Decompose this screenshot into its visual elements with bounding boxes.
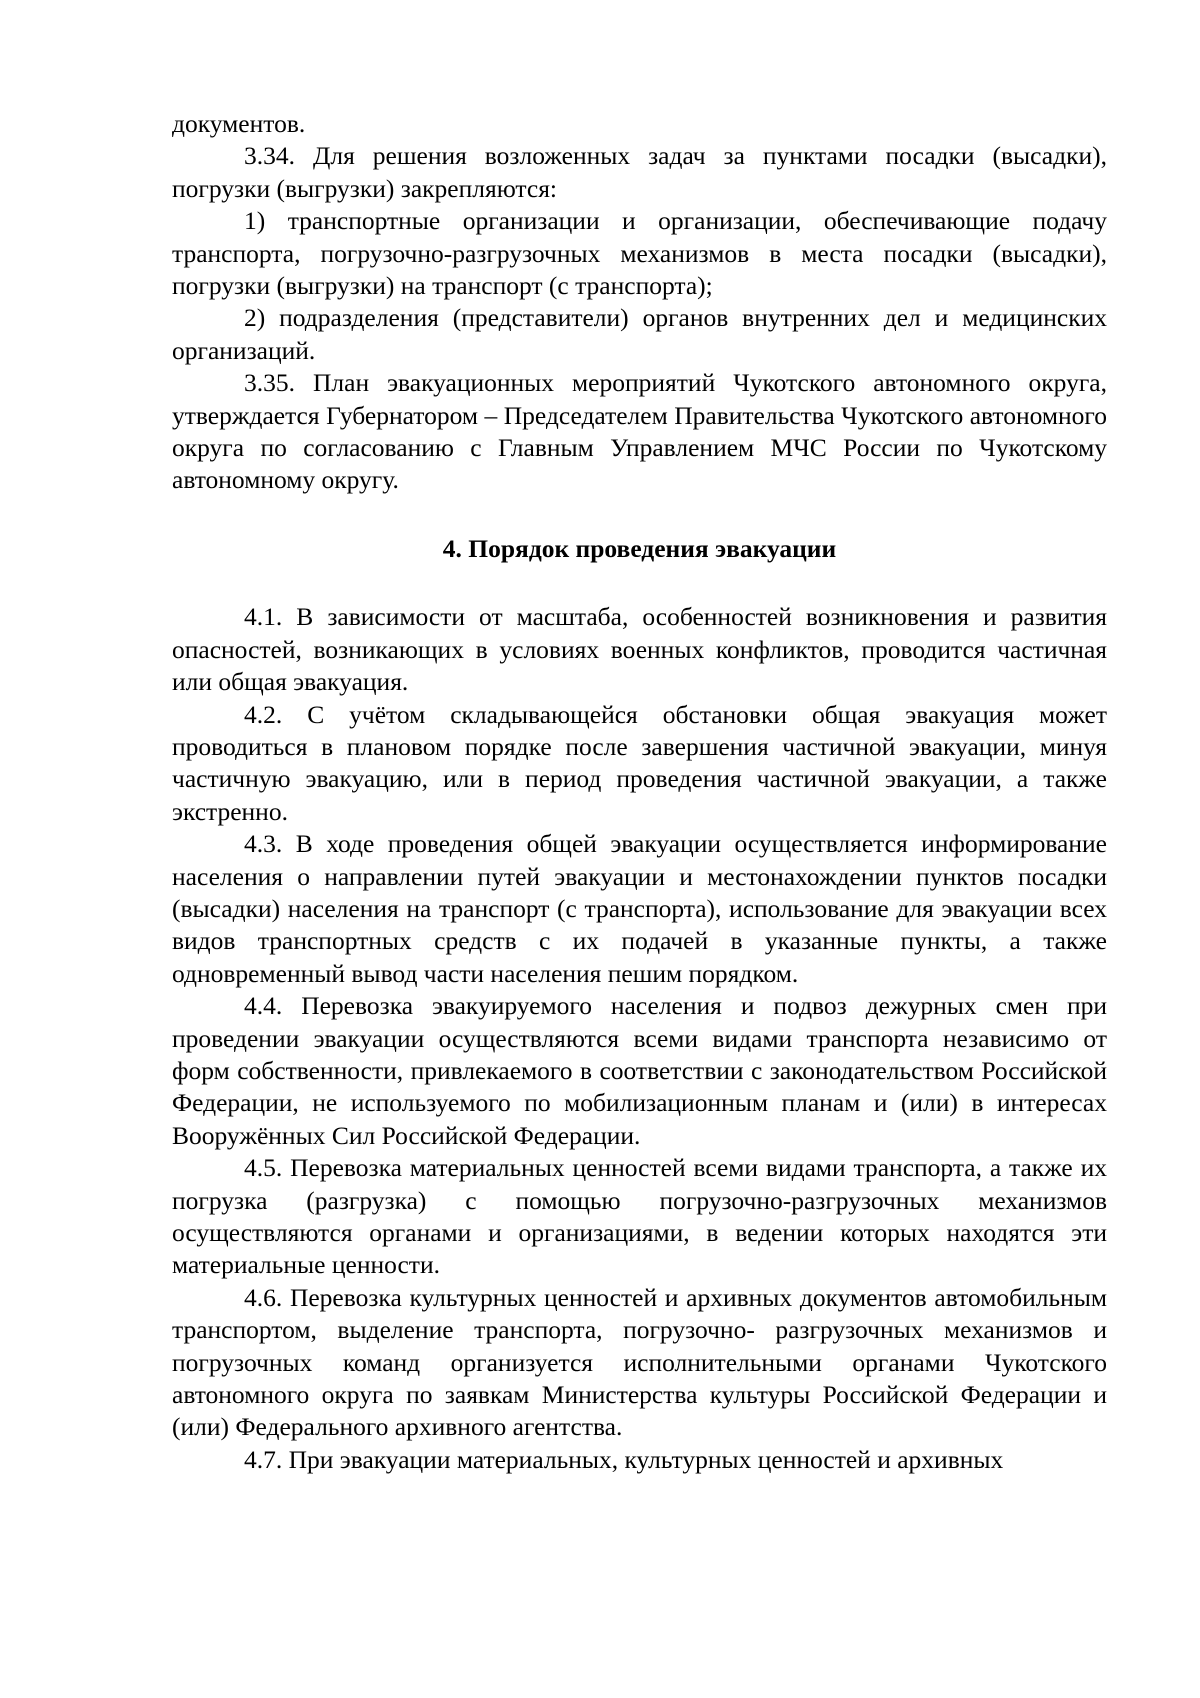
paragraph-4-5: 4.5. Перевозка материальных ценностей всеми видами транспорта, а также их погрузка (разгрузка) с помощью погрузочно-разгрузочных механизмов осуществляются органами и организациями, в ведении которых находятся эти материальные ценности. — [172, 1153, 1107, 1280]
paragraph-4-1: 4.1. В зависимости от масштаба, особенностей возникновения и развития опасностей, возникающих в условиях военных конфликтов, проводится частичная или общая эвакуация. — [172, 602, 1107, 697]
paragraph-4-3: 4.3. В ходе проведения общей эвакуации осуществляется информирование населения о направлении путей эвакуации и местонахождении пунктов посадки (высадки) населения на транспорт (с транспорта), использование для эвакуации всех видов транспортных средств с их подачей в указанные пункты, а также одновременный вывод части населения пешим порядком. — [172, 829, 1107, 988]
paragraph-4-7: 4.7. При эвакуации материальных, культурных ценностей и архивных — [244, 1444, 1004, 1474]
paragraph-3-35: 3.35. План эвакуационных мероприятий Чукотского автономного округа, утверждается Губернатором – Председателем Правительства Чукотского автономного округа по согласованию с Главным Управлением МЧС России по Чукотскому автономному округу. — [172, 368, 1107, 495]
paragraph-4-4: 4.4. Перевозка эвакуируемого населения и подвоз дежурных смен при проведении эвакуации осуществляются всеми видами транспорта независимо от форм собственности, привлекаемого в соответствии с законодательством Российской Федерации, не используемого по мобилизационным планам и (или) в интересах Вооружённых Сил Российской Федерации. — [172, 991, 1107, 1150]
paragraph-3-34-item-1: 1) транспортные организации и организации, обеспечивающие подачу транспорта, погрузочно-разгрузочных механизмов в места посадки (высадки), погрузки (выгрузки) на транспорт (с транспорта); — [172, 206, 1107, 301]
section-heading: 4. Порядок проведения эвакуации — [442, 533, 837, 563]
paragraph-4-6: 4.6. Перевозка культурных ценностей и архивных документов автомобильным транспортом, выделение транспорта, погрузочно- разгрузочных механизмов и погрузочных команд организуется исполнительными органами Чукотского автономного округа по заявкам Министерства культуры Российской Федерации и (или) Федерального архивного агентства. — [172, 1282, 1107, 1442]
paragraph-3-34: 3.34. Для решения возложенных задач за пунктами посадки (высадки), погрузки (выгрузки) закрепляются: — [172, 141, 1107, 203]
paragraph-continued: документов. — [172, 109, 306, 138]
document-page — [172, 108, 1107, 1476]
paragraph-4-2: 4.2. С учётом складывающейся обстановки общая эвакуация может проводиться в плановом порядке после завершения частичной эвакуации, минуя частичную эвакуацию, или в период проведения частичной эвакуации, а также экстренно. — [172, 699, 1107, 826]
paragraph-3-34-item-2: 2) подразделения (представители) органов внутренних дел и медицинских организаций. — [172, 303, 1107, 365]
